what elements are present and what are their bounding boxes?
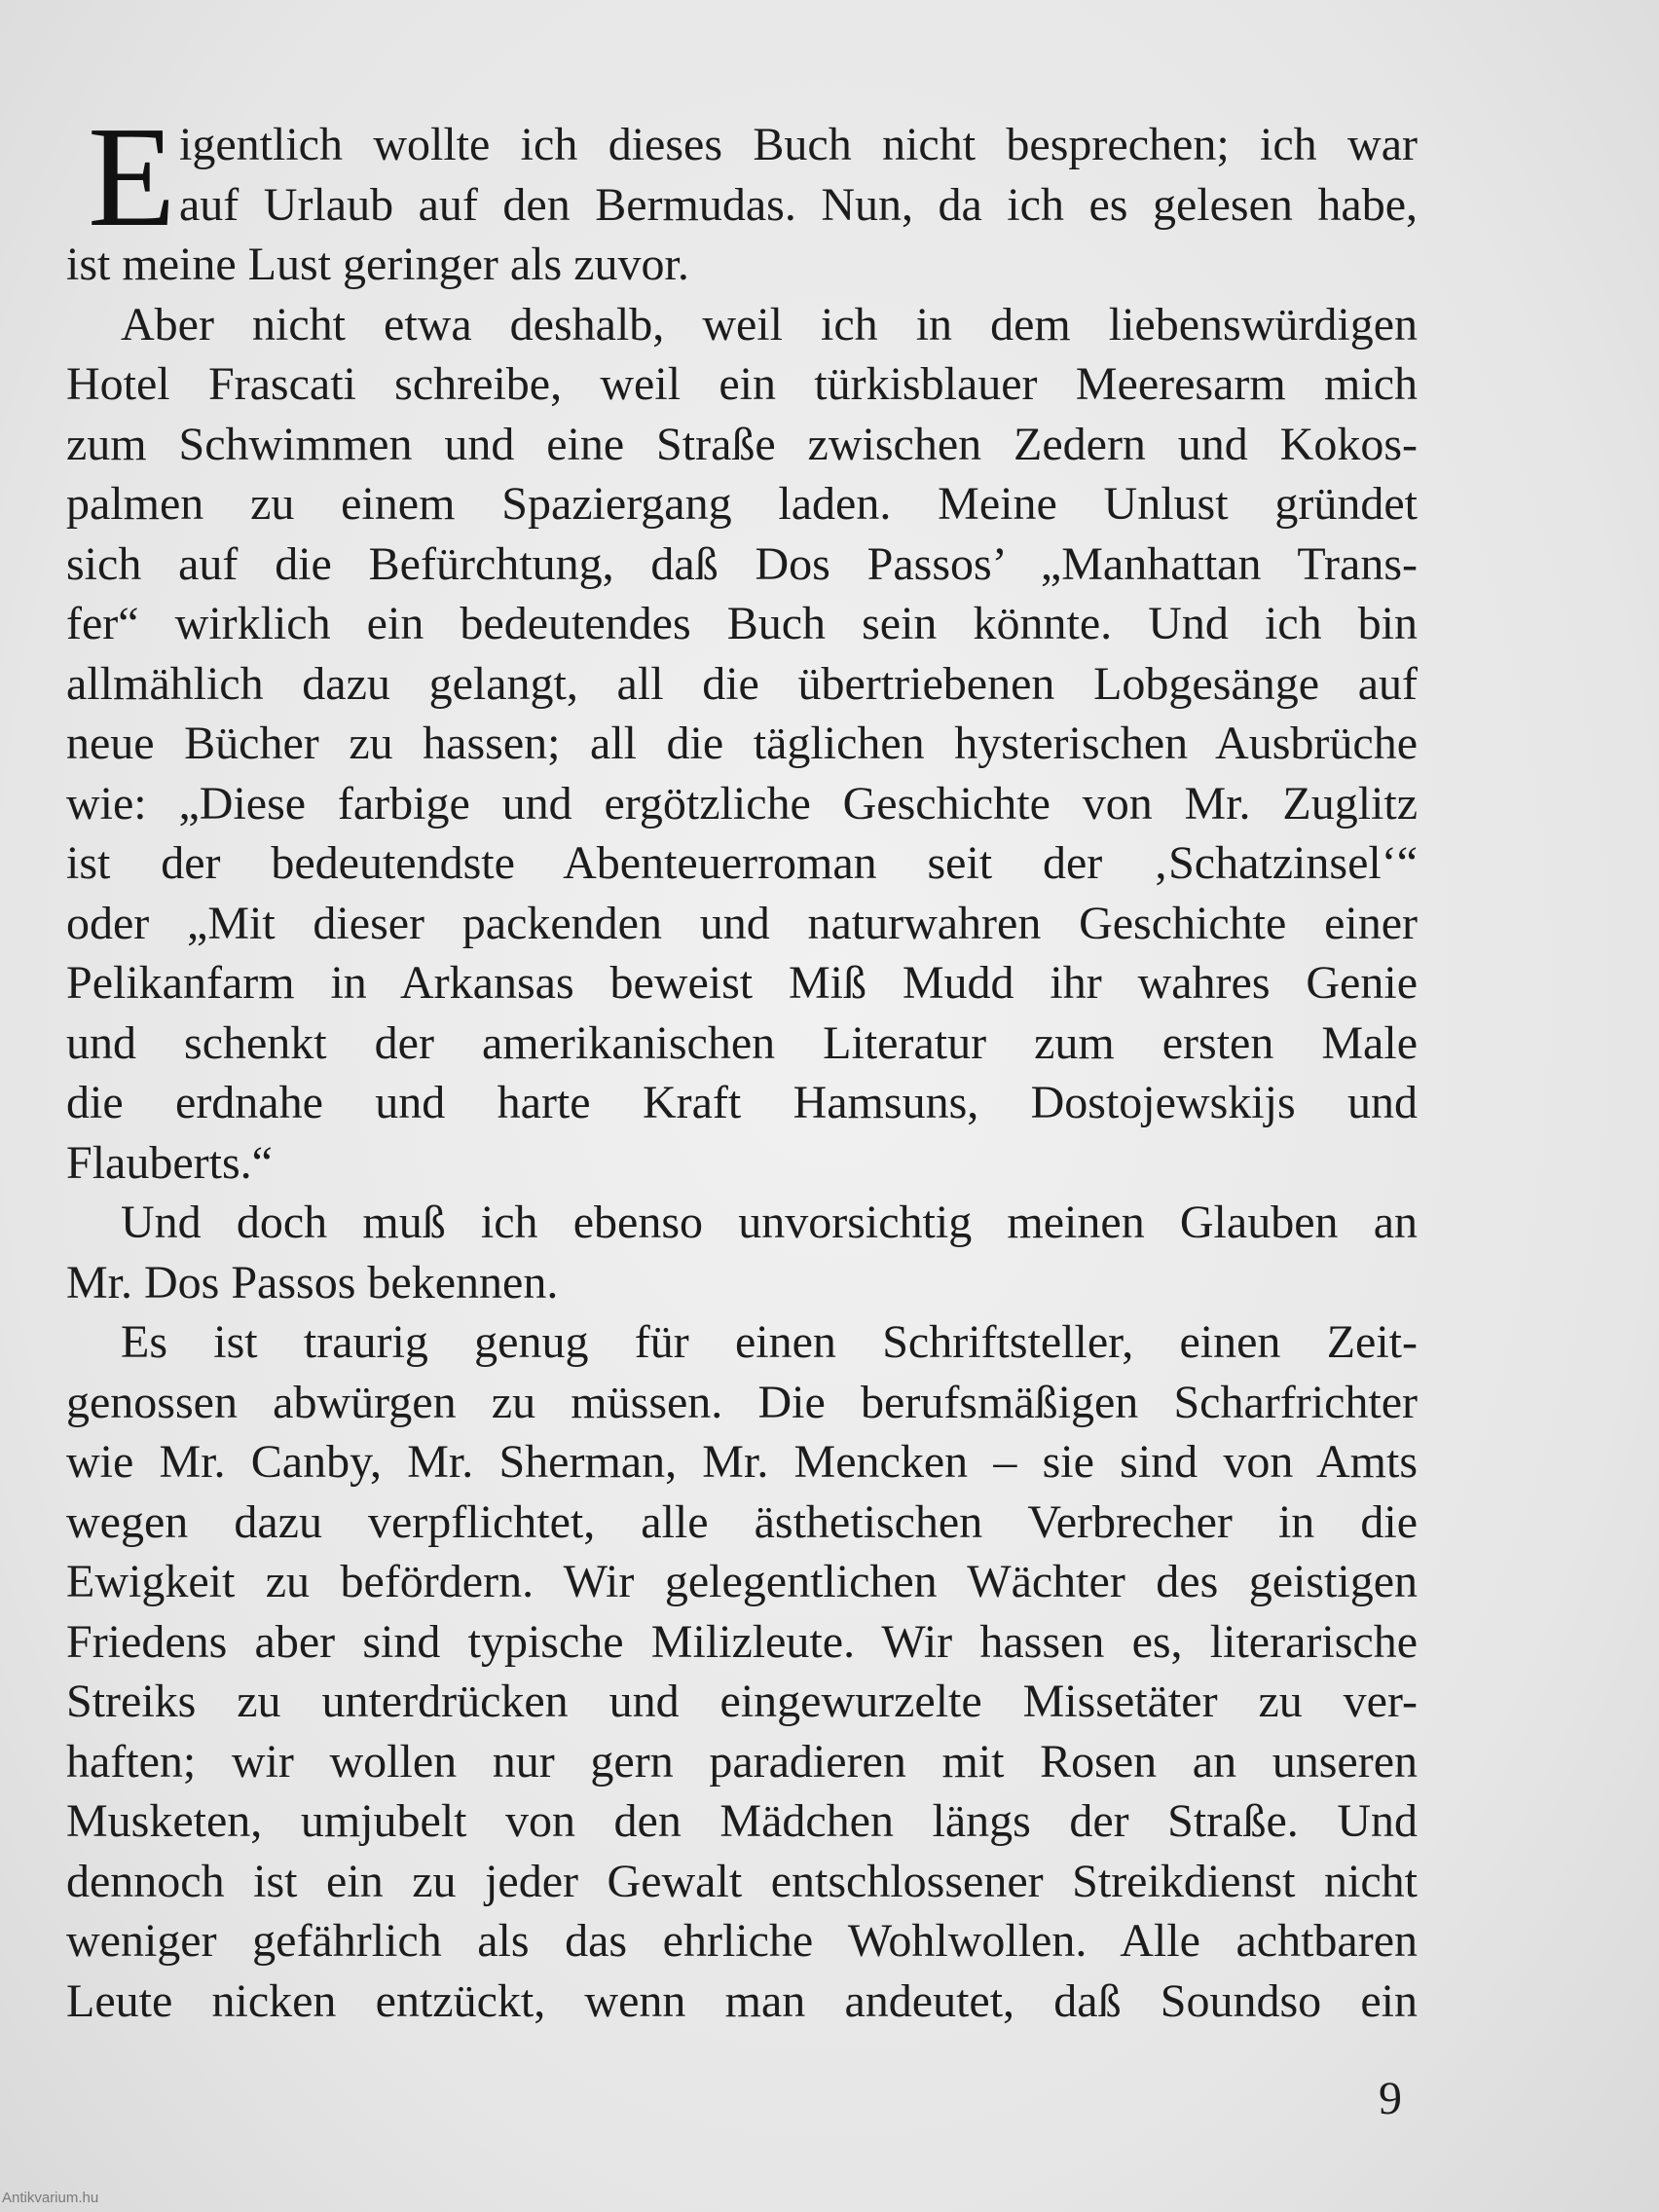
text-line: Flauberts.“: [66, 1136, 273, 1189]
text-line: wie: „Diese farbige und ergötzliche Geschichte von Mr. Zuglitz: [66, 777, 1418, 830]
text-line: zum Schwimmen und eine Straße zwischen Zedern und Kokos-: [66, 418, 1418, 470]
text-line: igentlich wollte ich dieses Buch nicht besprechen; ich war: [179, 119, 1418, 170]
text-line: wie Mr. Canby, Mr. Sherman, Mr. Mencken – sie sind von Amts: [66, 1436, 1418, 1488]
text-line: Und doch muß ich ebenso unvorsichtig meinen Glauben an: [121, 1197, 1418, 1248]
text-line: und schenkt der amerikanischen Literatur zum ersten Male: [66, 1016, 1418, 1069]
text-line: Friedens aber sind typische Milizleute. Wir hassen es, literarische: [66, 1615, 1418, 1668]
text-line: Ewigkeit zu befördern. Wir gelegentlichen Wächter des geistigen: [66, 1556, 1418, 1607]
text-line: oder „Mit dieser packenden und naturwahren Geschichte einer: [66, 897, 1418, 949]
body-text: [66, 97, 1418, 2031]
text-line: weniger gefährlich als das ehrliche Wohlwollen. Alle achtbaren: [66, 1915, 1418, 1967]
text-line: sich auf die Befürchtung, daß Dos Passos’ „Manhattan Trans-: [66, 537, 1418, 590]
watermark: Antikvarium.hu: [2, 2190, 99, 2206]
text-line: auf Urlaub auf den Bermudas. Nun, da ich es gelesen habe,: [179, 178, 1418, 231]
text-line: palmen zu einem Spaziergang laden. Meine Unlust gründet: [66, 478, 1418, 530]
text-line: ist meine Lust geringer als zuvor.: [66, 239, 689, 290]
text-line: neue Bücher zu hassen; all die täglichen hysterischen Ausbrüche: [66, 718, 1418, 769]
text-line: dennoch ist ein zu jeder Gewalt entschlossener Streikdienst nicht: [66, 1855, 1418, 1907]
text-line: wegen dazu verpflichtet, alle ästhetischen Verbrecher in die: [66, 1495, 1418, 1548]
text-line: Leute nicken entzückt, wenn man andeutet, daß Soundso ein: [66, 1974, 1418, 2027]
text-line: genossen abwürgen zu müssen. Die berufsmäßigen Scharfrichter: [66, 1376, 1418, 1428]
text-line: Streiks zu unterdrücken und eingewurzelte Missetäter zu ver-: [66, 1676, 1418, 1727]
page-number: 9: [1379, 2073, 1402, 2124]
text-line: fer“ wirklich ein bedeutendes Buch sein könnte. Und ich bin: [66, 598, 1418, 649]
text-line: Hotel Frascati schreibe, weil ein türkisblauer Meeresarm mich: [66, 358, 1418, 410]
text-line: Musketen, umjubelt von den Mädchen längs der Straße. Und: [66, 1795, 1418, 1847]
text-line: haften; wir wollen nur gern paradieren mit Rosen an unseren: [66, 1735, 1418, 1788]
text-line: allmählich dazu gelangt, all die übertriebenen Lobgesänge auf: [66, 657, 1418, 710]
text-line: die erdnahe und harte Kraft Hamsuns, Dostojewskijs und: [66, 1077, 1418, 1128]
text-line: ist der bedeutendste Abenteuerroman seit der ‚Schatzinsel‘“: [66, 837, 1418, 889]
text-line: Mr. Dos Passos bekennen.: [66, 1256, 559, 1309]
drop-cap: E: [88, 97, 176, 257]
text-line: Aber nicht etwa deshalb, weil ich in dem liebenswürdigen: [121, 298, 1418, 350]
text-line: Es ist traurig genug für einen Schriftsteller, einen Zeit-: [121, 1316, 1418, 1368]
text-line: Pelikanfarm in Arkansas beweist Miß Mudd ihr wahres Genie: [66, 957, 1418, 1009]
